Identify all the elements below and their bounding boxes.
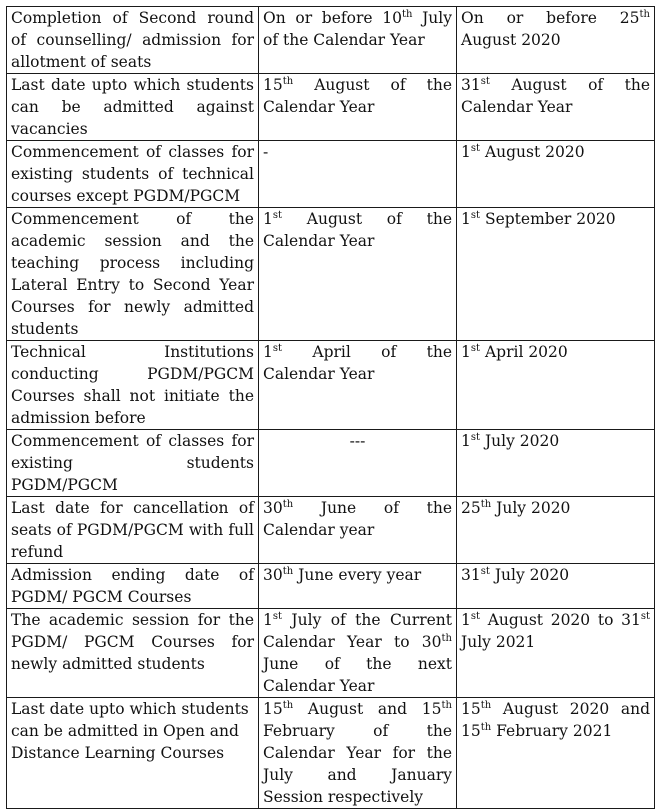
table-row	[7, 497, 655, 564]
revised-date-cell: 25th July 2020	[457, 497, 655, 564]
revised-date-cell: 15th August 2020 and 15th February 2021	[457, 698, 655, 809]
table-row	[7, 208, 655, 341]
regular-date-cell: 1st July of the Current Calendar Year to 30th June of the next Calendar Year	[259, 609, 457, 698]
revised-date-cell: 31st August of the Calendar Year	[457, 74, 655, 141]
event-cell: Last date upto which students can be admitted against vacancies	[7, 74, 259, 141]
regular-date-cell: 1st August of the Calendar Year	[259, 208, 457, 341]
table-row	[7, 430, 655, 497]
regular-date-cell: 30th June of the Calendar year	[259, 497, 457, 564]
table-row	[7, 564, 655, 609]
regular-date-cell: 15th August and 15th February of the Calendar Year for the July and January Session respectively	[259, 698, 457, 809]
event-cell: Admission ending date of PGDM/ PGCM Courses	[7, 564, 259, 609]
event-cell: Commencement of classes for existing students of technical courses except PGDM/PGCM	[7, 141, 259, 208]
schedule-table	[6, 6, 655, 809]
event-cell: Commencement of classes for existing students PGDM/PGCM	[7, 430, 259, 497]
revised-date-cell: 1st July 2020	[457, 430, 655, 497]
revised-date-cell: 1st August 2020 to 31st July 2021	[457, 609, 655, 698]
event-cell: Commencement of the academic session and the teaching process including Lateral Entry to Second Year Courses for newly admitted students	[7, 208, 259, 341]
regular-date-cell: ---	[259, 430, 457, 497]
revised-date-cell: 1st April 2020	[457, 341, 655, 430]
event-cell: Last date for cancellation of seats of PGDM/PGCM with full refund	[7, 497, 259, 564]
event-cell: Last date upto which students can be admitted in Open and Distance Learning Courses	[7, 698, 259, 809]
table-row	[7, 7, 655, 74]
event-cell: Completion of Second round of counselling/ admission for allotment of seats	[7, 7, 259, 74]
revised-date-cell: 1st September 2020	[457, 208, 655, 341]
table-row	[7, 74, 655, 141]
event-cell: The academic session for the PGDM/ PGCM Courses for newly admitted students	[7, 609, 259, 698]
regular-date-cell: 15th August of the Calendar Year	[259, 74, 457, 141]
table-row	[7, 141, 655, 208]
regular-date-cell: 1st April of the Calendar Year	[259, 341, 457, 430]
regular-date-cell: On or before 10th July of the Calendar Year	[259, 7, 457, 74]
revised-date-cell: On or before 25th August 2020	[457, 7, 655, 74]
regular-date-cell: 30th June every year	[259, 564, 457, 609]
revised-date-cell: 31st July 2020	[457, 564, 655, 609]
table-row	[7, 341, 655, 430]
revised-date-cell: 1st August 2020	[457, 141, 655, 208]
table-row	[7, 698, 655, 809]
regular-date-cell: -	[259, 141, 457, 208]
table-row	[7, 609, 655, 698]
event-cell: Technical Institutions conducting PGDM/PGCM Courses shall not initiate the admission before	[7, 341, 259, 430]
